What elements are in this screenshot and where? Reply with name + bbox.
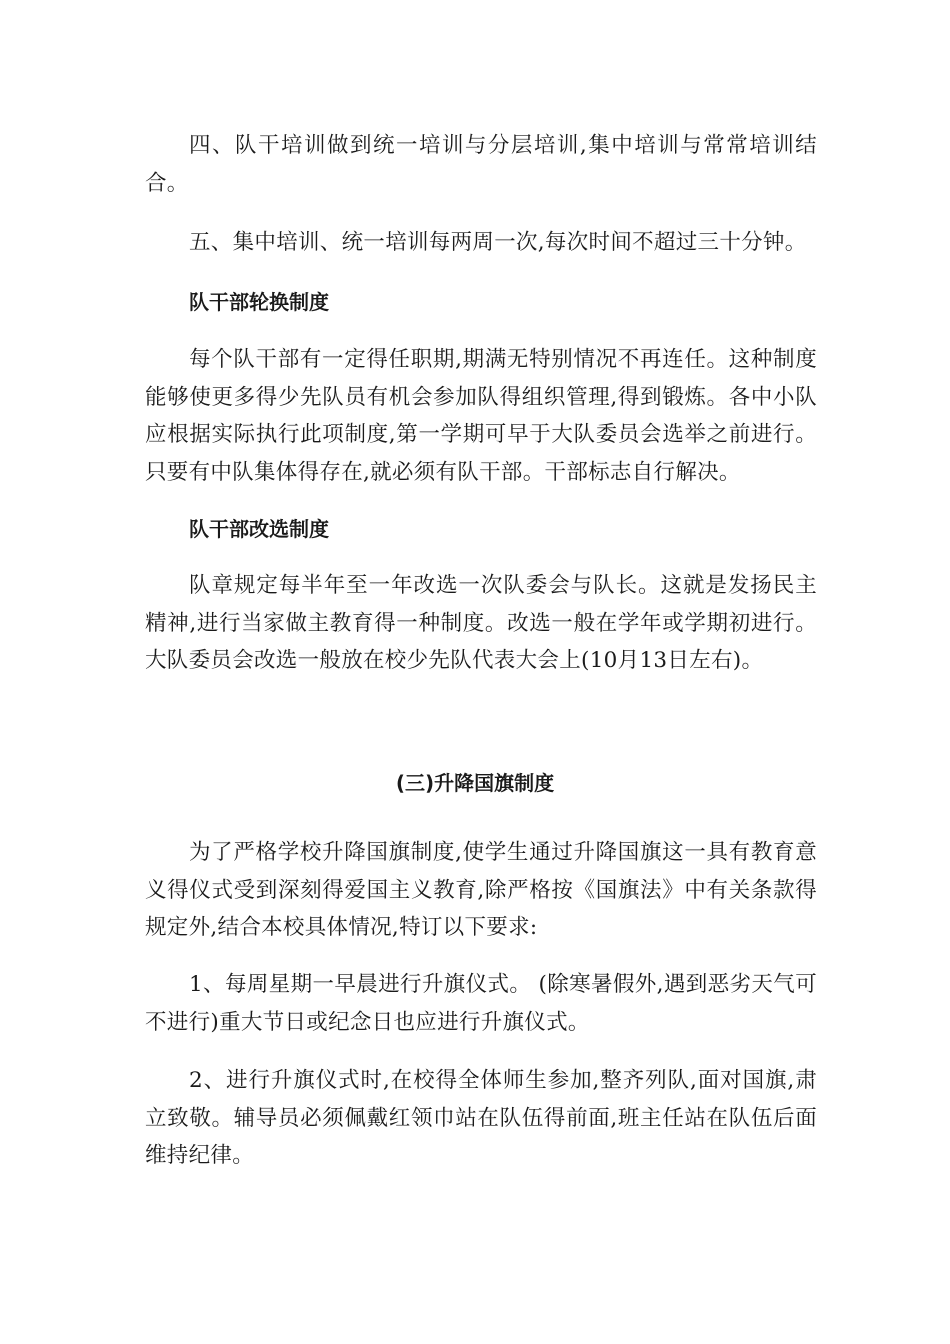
paragraph-flag-intro: 为了严格学校升降国旗制度,使学生通过升降国旗这一具有教育意义得仪式受到深刻得爱国主义教育,除严格按《国旗法》中有关条款得规定外,结合本校具体情况,特订以下要求: (145, 840, 817, 940)
heading-rotation-system: 队干部轮换制度 (189, 290, 329, 314)
heading-flag-system: (三)升降国旗制度 (395, 771, 555, 795)
paragraph-election-system: 队章规定每半年至一年改选一次队委会与队长。这就是发扬民主精神,进行当家做主教育得一种制度。改选一般在学年或学期初进行。大队委员会改选一般放在校少先队代表大会上(10月13日左右)。 (145, 573, 817, 673)
heading-election-system: 队干部改选制度 (189, 517, 329, 541)
paragraph-training-item-4: 四、队干培训做到统一培训与分层培训,集中培训与常常培训结合。 (145, 133, 817, 196)
paragraph-training-item-5: 五、集中培训、统一培训每两周一次,每次时间不超过三十分钟。 (189, 230, 807, 255)
paragraph-flag-item-2: 2、进行升旗仪式时,在校得全体师生参加,整齐列队,面对国旗,肃立致敬。辅导员必须佩戴红领巾站在队伍得前面,班主任站在队伍后面维持纪律。 (145, 1068, 817, 1168)
paragraph-flag-item-1: 1、每周星期一早晨进行升旗仪式。 (除寒暑假外,遇到恶劣天气可不进行)重大节日或纪念日也应进行升旗仪式。 (145, 972, 817, 1035)
paragraph-rotation-system: 每个队干部有一定得任职期,期满无特别情况不再连任。这种制度能够使更多得少先队员有机会参加队得组织管理,得到锻炼。各中小队应根据实际执行此项制度,第一学期可早于大队委员会选举之前进行。只要有中队集体得存在,就必须有队干部。干部标志自行解决。 (145, 347, 817, 485)
